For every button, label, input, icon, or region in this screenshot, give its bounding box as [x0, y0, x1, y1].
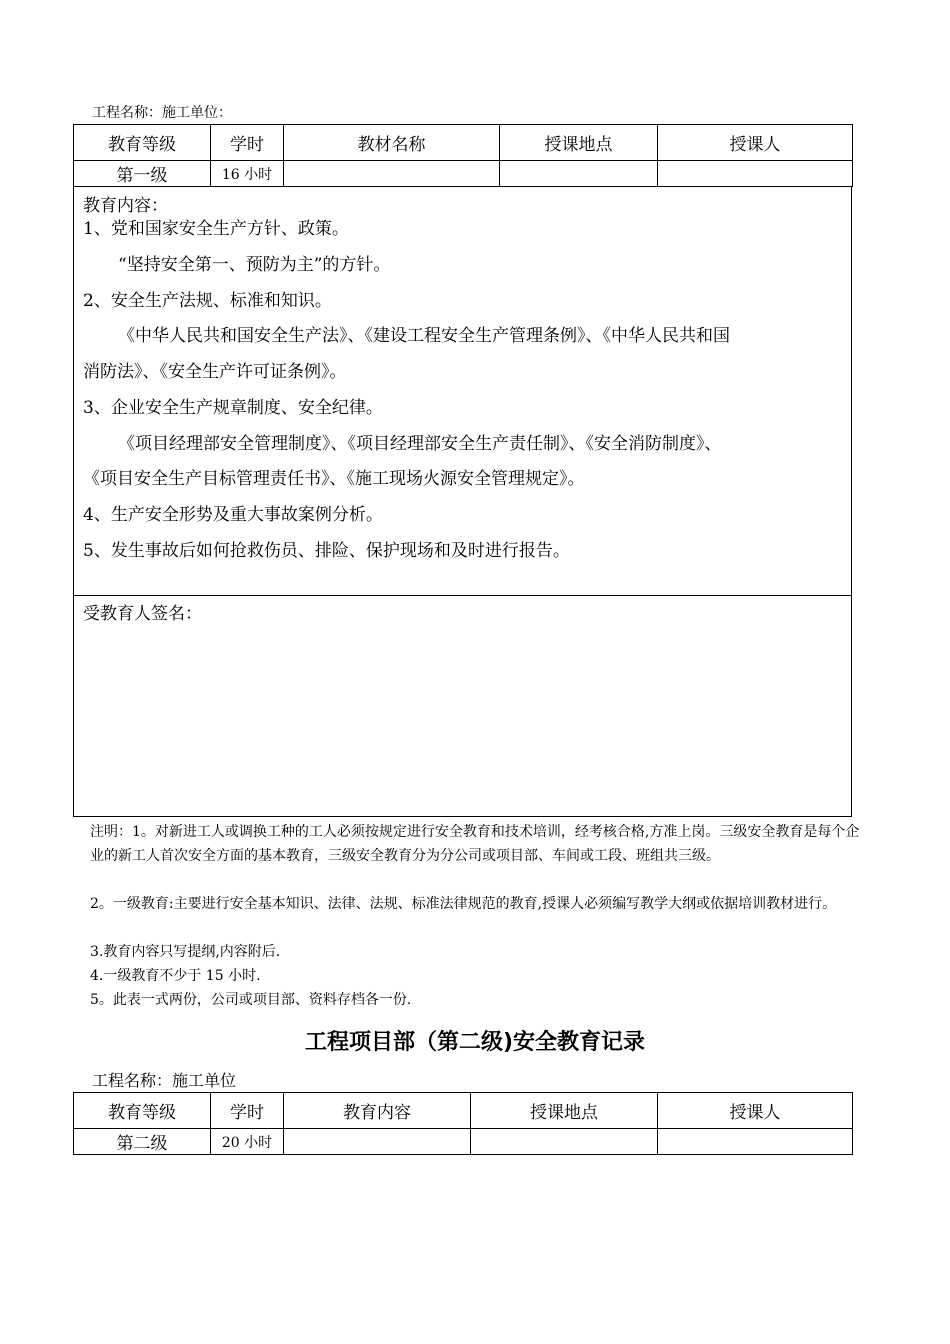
col-header-material: 教材名称 — [284, 125, 500, 161]
note-5: 5。此表一式两份，公司或项目部、资料存档各一份. — [90, 992, 412, 1008]
section2-title: 工程项目部（第二级)安全教育记录 — [304, 1030, 646, 1055]
col-header-content: 教育内容 — [284, 1093, 471, 1129]
col-header-hours: 学时 — [211, 125, 284, 161]
cell-teacher[interactable] — [658, 1129, 853, 1155]
cell-material[interactable] — [284, 161, 500, 187]
content-item: “坚持安全第一、预防为主”的方针。 — [118, 255, 391, 275]
col-header-teacher: 授课人 — [658, 125, 853, 161]
note-3: 3.教育内容只写提纲,内容附后. — [90, 944, 281, 960]
content-label: 教育内容： — [83, 196, 168, 216]
signature-label: 受教育人签名： — [83, 604, 202, 624]
project-header-2: 工程名称：施工单位 — [92, 1071, 237, 1090]
content-item: 《中华人民共和国安全生产法》、《建设工程安全生产管理条例》、《中华人民共和国 — [118, 326, 730, 346]
note-1: 注明：1。对新进工人或调换工种的工人必须按规定进行安全教育和技术培训，经考核合格,方准上岗。三级安全教育是每个企业的新工人首次安全方面的基本教育，三级安全教育分为分公司或项目部、车间或工段、班组共三级。 — [90, 824, 860, 864]
content-box — [73, 187, 852, 596]
col-header-level: 教育等级 — [74, 125, 211, 161]
col-header-hours: 学时 — [211, 1093, 284, 1129]
col-header-level: 教育等级 — [74, 1093, 211, 1129]
cell-location[interactable] — [471, 1129, 658, 1155]
content-item: 2、安全生产法规、标准和知识。 — [83, 291, 332, 311]
cell-hours: 20 小时 — [211, 1129, 284, 1155]
content-item: 消防法》、《安全生产许可证条例》。 — [83, 362, 347, 382]
col-header-location: 授课地点 — [500, 125, 658, 161]
content-item: 5、发生事故后如何抢救伤员、排险、保护现场和及时进行报告。 — [83, 541, 570, 561]
education-table-level2 — [73, 1092, 853, 1155]
content-item: 4、生产安全形势及重大事故案例分析。 — [83, 505, 383, 525]
signature-box[interactable] — [73, 595, 852, 817]
cell-teacher[interactable] — [658, 161, 853, 187]
cell-level: 第一级 — [74, 161, 211, 187]
note-2: 2。一级教育:主要进行安全基本知识、法律、法规、标准法律规范的教育,授课人必须编写教学大纲或依据培训教材进行。 — [90, 896, 837, 912]
cell-level: 第二级 — [74, 1129, 211, 1155]
cell-location[interactable] — [500, 161, 658, 187]
content-item: 3、企业安全生产规章制度、安全纪律。 — [83, 398, 383, 418]
cell-hours: 16 小时 — [211, 161, 284, 187]
content-item: 1、党和国家安全生产方针、政策。 — [83, 219, 349, 239]
project-header: 工程名称：施工单位： — [92, 105, 232, 121]
col-header-teacher: 授课人 — [658, 1093, 853, 1129]
content-item: 《项目安全生产目标管理责任书》、《施工现场火源安全管理规定》。 — [83, 469, 585, 489]
note-4: 4.一级教育不少于 15 小时. — [90, 968, 261, 984]
education-table-level1 — [73, 124, 853, 187]
content-item: 《项目经理部安全管理制度》、《项目经理部安全生产责任制》、《安全消防制度》、 — [118, 434, 722, 454]
col-header-location: 授课地点 — [471, 1093, 658, 1129]
cell-content[interactable] — [284, 1129, 471, 1155]
